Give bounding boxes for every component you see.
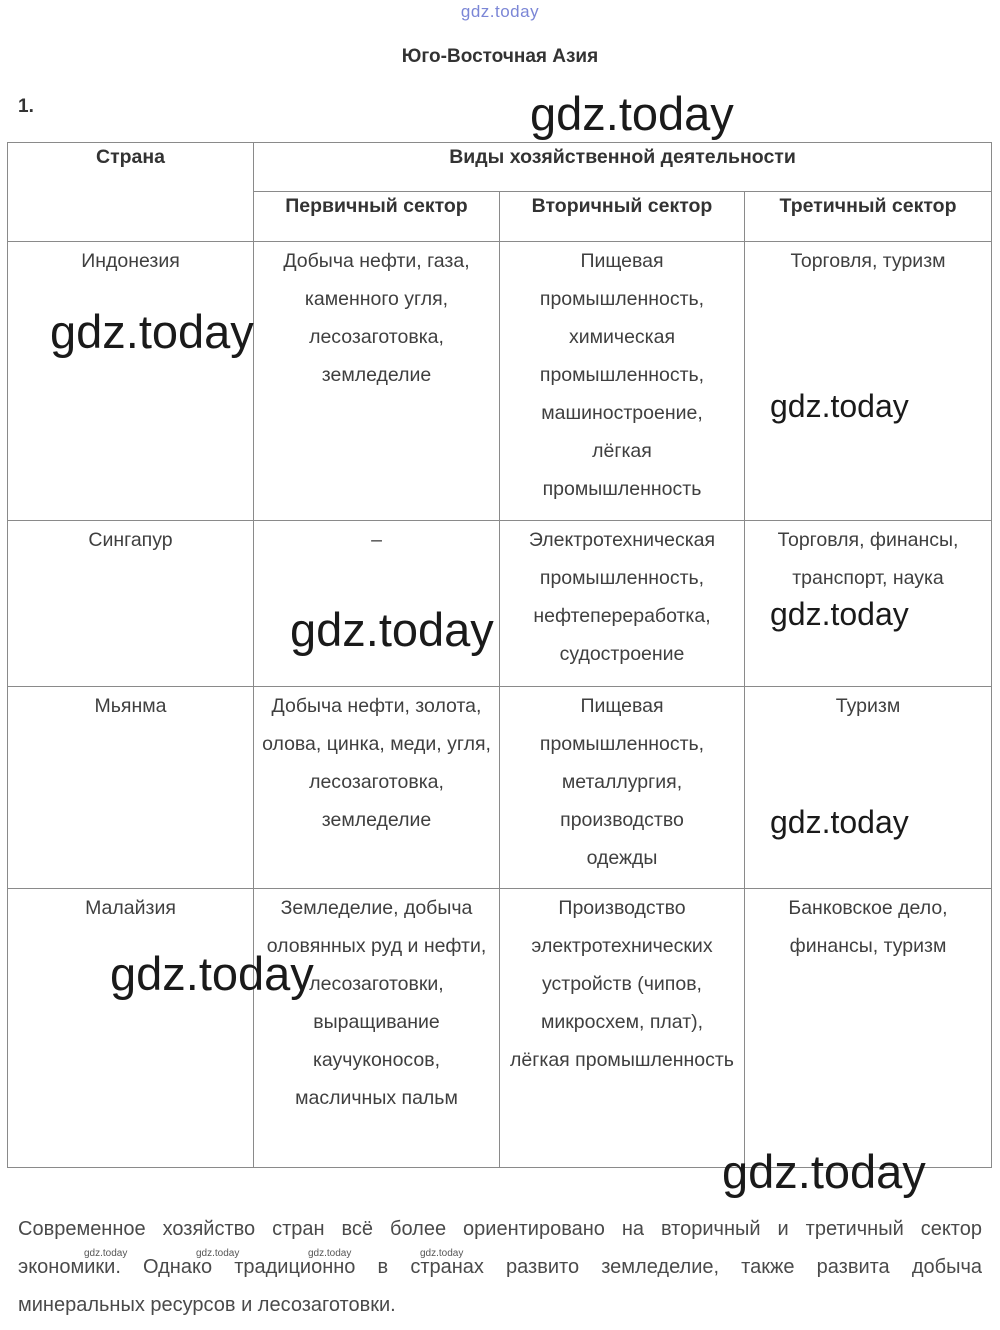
cell-primary: – — [254, 521, 500, 687]
watermark: gdz.today — [50, 305, 254, 358]
page-title: Юго-Восточная Азия — [401, 46, 599, 67]
cell-country: Сингапур — [8, 521, 254, 687]
table-row — [8, 889, 992, 1168]
cell-secondary: Пищевая промышленность, металлургия, производство одежды — [500, 687, 745, 889]
cell-secondary: Пищевая промышленность, химическая промышленность, машиностроение, лёгкая промышленность — [500, 242, 745, 521]
header-tertiary-sector: Третичный сектор — [745, 192, 992, 242]
header-country: Страна — [8, 143, 254, 242]
watermark: gdz.today — [290, 603, 494, 656]
watermark: gdz.today — [770, 804, 909, 840]
cell-country: Мьянма — [8, 687, 254, 889]
header-activity-types: Виды хозяйственной деятельности — [254, 143, 992, 192]
cell-tertiary: Туризм — [745, 687, 992, 889]
cell-tertiary: Торговля, туризм — [745, 242, 992, 521]
watermark: gdz.today — [308, 1248, 352, 1259]
conclusion-paragraph — [18, 1210, 982, 1324]
watermark: gdz.today — [420, 1248, 464, 1259]
cell-country: Малайзия — [8, 889, 254, 1168]
top-watermark: gdz.today — [460, 2, 540, 21]
paragraph-line: минеральных ресурсов и лесозаготовки. — [18, 1294, 396, 1316]
cell-tertiary: Банковское дело, финансы, туризм — [745, 889, 992, 1168]
economy-table — [7, 142, 992, 1168]
watermark: gdz.today — [110, 947, 314, 1000]
header-secondary-sector: Вторичный сектор — [500, 192, 745, 242]
table-row — [8, 687, 992, 889]
cell-primary: Добыча нефти, золота, олова, цинка, меди, угля, лесозаготовка, земледелие — [254, 687, 500, 889]
watermark: gdz.today — [770, 388, 909, 424]
paragraph-line: экономики. Однако традиционно в странах развито земледелие, также развита добыча — [18, 1256, 982, 1278]
watermark: gdz.today — [84, 1248, 128, 1259]
cell-tertiary: Торговля, финансы, транспорт, наука — [745, 521, 992, 687]
cell-country: Индонезия — [8, 242, 254, 521]
watermark: gdz.today — [722, 1145, 926, 1198]
cell-secondary: Электротехническая промышленность, нефтепереработка, судостроение — [500, 521, 745, 687]
watermark: gdz.today — [770, 596, 909, 632]
watermark: gdz.today — [530, 87, 734, 140]
paragraph-line: Современное хозяйство стран всё более ориентировано на вторичный и третичный сектор — [18, 1218, 982, 1240]
header-primary-sector: Первичный сектор — [254, 192, 500, 242]
watermark: gdz.today — [196, 1248, 240, 1259]
table-row — [8, 242, 992, 521]
task-number: 1. — [18, 96, 34, 117]
cell-secondary: Производство электротехнических устройств (чипов, микросхем, плат), лёгкая промышленность — [500, 889, 745, 1168]
cell-primary: Добыча нефти, газа, каменного угля, лесозаготовка, земледелие — [254, 242, 500, 521]
cell-primary: Земледелие, добыча оловянных руд и нефти, лесозаготовки, выращивание каучуконосов, масличных пальм — [254, 889, 500, 1168]
